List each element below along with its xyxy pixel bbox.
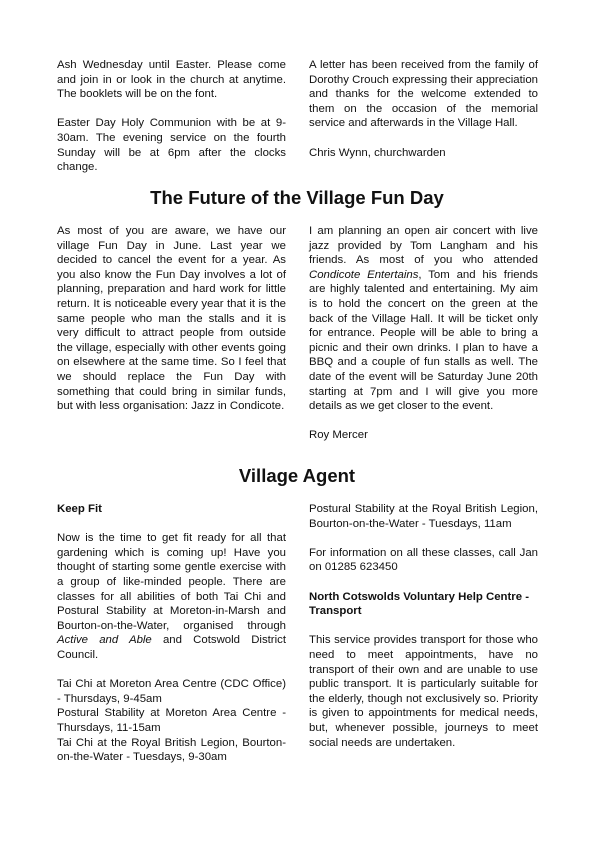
village-agent-heading: Village Agent	[238, 465, 356, 486]
condicote-entertains-text: Condicote Entertains	[309, 268, 419, 281]
funday-left-column	[57, 224, 286, 414]
funday-paragraph-left: As most of you are aware, we have our village Fun Day in June. Last year we decided to cancel the event for a year. As you also know the Fun Day involves a lot of planning, preparation and hard work for little return. It is noticeable every year that it is the same people who man the stalls and it is very difficult to attract people from outside the village, especially with other events going on elsewhere at the same time. So I feel that we should replace the Fun Day with something that could bring in similar funds, but with less organisation: Jazz in Condicote.	[57, 225, 286, 413]
keep-fit-text-a: Now is the time to get fit ready for all that gardening which is coming up! Have you thought of starting some gentle exercise with a group of like-minded people. There are classes for all abilities of both Tai Chi and Postural Stability at Moreton-in-Marsh and Bourton-on-the-Water, organised through	[57, 532, 286, 632]
letter-paragraph: A letter has been received from the family of Dorothy Crouch expressing their appreciation and thanks for the welcome extended to them on the occasion of the memorial service and afterwards in the Village Hall.	[309, 59, 538, 130]
active-and-able-text: Active and Able	[57, 634, 152, 647]
top-left-column	[57, 58, 286, 175]
transport-subheading: North Cotswolds Voluntary Help Centre - Transport	[309, 590, 530, 618]
keep-fit-paragraph	[57, 531, 286, 662]
easter-day-paragraph: Easter Day Holy Communion with be at 9-30am. The evening service on the fourth Sunday will be at 6pm after the clocks change.	[57, 117, 286, 174]
class-postural-bourton: Postural Stability at the Royal British Legion, Bourton-on-the-Water - Tuesdays, 11am	[309, 503, 538, 530]
funday-text-b: , Tom and his friends are highly talented and entertaining. My aim is to hold the concert on the green at the back of the Village Hall. It will be ticket only for entrance. People will be able to bring a picnic and their own drinks. I plan to have a BBQ and a couple of fun stalls as well. The date of the event will be Saturday June 20th starting at 7pm and I will give you more details as we get closer to the event.	[309, 268, 538, 413]
keep-fit-text-b: and Cotswold District Council.	[57, 634, 286, 661]
class-tai-chi-bourton: Tai Chi at the Royal British Legion, Bourton-on-the-Water - Tuesdays, 9-30am	[57, 736, 286, 764]
agent-right-column	[309, 502, 538, 750]
top-right-column	[309, 58, 538, 160]
classes-info: For information on all these classes, call Jan on 01285 623450	[309, 546, 538, 574]
class-postural-moreton: Postural Stability at Moreton Area Centre - Thursdays, 11-15am	[57, 707, 286, 734]
funday-signature: Roy Mercer	[309, 429, 368, 442]
transport-paragraph: This service provides transport for those who need to meet appointments, have no transport of their own and are unable to use public transport. It is particularly suitable for the elderly, though not exclusively so. Priority is given to appointments for medical needs, but, whenever possible, journeys to meet social needs are undertaken.	[309, 634, 538, 749]
funday-right-column	[309, 224, 538, 443]
ash-wednesday-paragraph: Ash Wednesday until Easter. Please come and join in or look in the church at anytime. The booklets will be on the font.	[57, 59, 286, 101]
keep-fit-subheading: Keep Fit	[57, 503, 102, 515]
funday-heading: The Future of the Village Fun Day	[150, 187, 444, 208]
funday-text-a: I am planning an open air concert with live jazz provided by Tom Langham and his friends. As most of you who attended	[309, 225, 538, 267]
churchwarden-signature: Chris Wynn, churchwarden	[309, 146, 446, 159]
agent-left-column	[57, 502, 286, 765]
class-tai-chi-moreton: Tai Chi at Moreton Area Centre (CDC Office) - Thursdays, 9-45am	[57, 678, 286, 705]
funday-paragraph-right	[309, 224, 538, 414]
